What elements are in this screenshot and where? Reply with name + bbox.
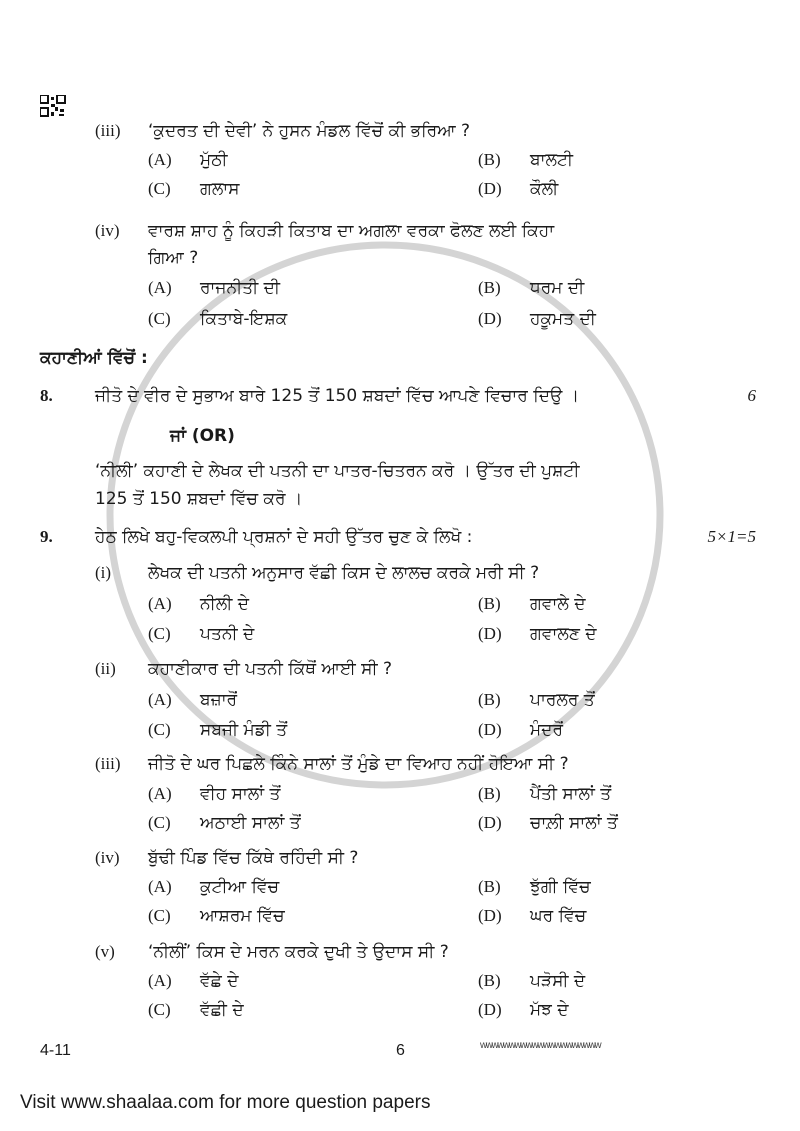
option-label: (B) xyxy=(478,784,501,803)
option-text: ਮੁੱਠੀ xyxy=(200,150,228,170)
text-row xyxy=(0,487,800,525)
text-row xyxy=(0,148,800,177)
text-row xyxy=(0,811,800,846)
option-label: (C) xyxy=(148,624,171,643)
text-row xyxy=(0,119,800,148)
option-text: ਪਾਰਲਰ ਤੋਂ xyxy=(530,690,595,710)
option-text: ਹਕੂਮਤ ਦੀ xyxy=(530,309,596,329)
option-text: ਨੀਲੀ ਦੇ xyxy=(200,594,250,614)
text-row xyxy=(0,307,800,346)
option-label: (A) xyxy=(148,150,172,169)
text-row xyxy=(0,657,800,688)
option xyxy=(148,718,478,742)
option-text: ਧਰਮ ਦੀ xyxy=(530,278,585,298)
option-label: (A) xyxy=(148,594,172,613)
option-label: (A) xyxy=(148,877,172,896)
option-label: (C) xyxy=(148,906,171,925)
option-text: ਮੱਝ ਦੇ xyxy=(530,1000,569,1020)
option-text: ਆਸ਼ਰਮ ਵਿੱਚ xyxy=(200,906,285,926)
option-text: ਬਜ਼ਾਰੋਂ xyxy=(200,690,238,710)
option xyxy=(478,688,800,712)
option-text: ਗਵਾਲਣ ਦੇ xyxy=(530,624,597,644)
question-text: ‘ਨੀਲੀਂ’ ਕਿਸ ਦੇ ਮਰਨ ਕਰਕੇ ਦੁਖੀ ਤੇ ਉਦਾਸ ਸੀ ? xyxy=(148,942,449,962)
question-text: ਕਹਾਣੀਆਂ ਵਿੱਚੋਂ : xyxy=(40,348,148,368)
option-label: (A) xyxy=(148,784,172,803)
text-row xyxy=(0,622,800,657)
option xyxy=(478,782,800,806)
option-label: (B) xyxy=(478,150,501,169)
option-text: ਵੀਹ ਸਾਲਾਂ ਤੋਂ xyxy=(200,784,281,804)
option-label: (D) xyxy=(478,813,502,832)
option xyxy=(148,875,478,899)
question-text: ਲੇਖਕ ਦੀ ਪਤਨੀ ਅਨੁਸਾਰ ਵੱਛੀ ਕਿਸ ਦੇ ਲਾਲਚ ਕਰਕੇ ਮਰੀ ਸੀ ? xyxy=(148,563,540,583)
question-text: ਬੁੱਢੀ ਪਿੰਡ ਵਿੱਚ ਕਿੱਥੇ ਰਹਿੰਦੀ ਸੀ ? xyxy=(148,848,359,868)
option xyxy=(148,904,478,928)
paper-code: 4-11 xyxy=(40,1042,71,1059)
option-text: ਪੜੋਸੀ ਦੇ xyxy=(530,971,586,991)
question-text: ਜੀਤੋ ਦੇ ਵੀਰ ਦੇ ਸੁਭਾਅ ਬਾਰੇ 125 ਤੋਂ 150 ਸ਼ਬਦਾਂ ਵਿੱਚ ਆਪਣੇ ਵਿਚਾਰ ਦਿਉ । xyxy=(95,386,580,406)
question-number: (iv) xyxy=(95,848,120,867)
question-number: (iii) xyxy=(95,121,121,140)
text-row xyxy=(0,998,800,1022)
option-label: (C) xyxy=(148,309,171,328)
text-row xyxy=(0,782,800,811)
option xyxy=(478,307,800,331)
text-row xyxy=(0,459,800,487)
option-text: ਕੌਲੀ xyxy=(530,179,559,199)
option xyxy=(148,307,478,331)
option-label: (D) xyxy=(478,179,502,198)
option xyxy=(478,177,800,201)
option-text: ਘਰ ਵਿੱਚ xyxy=(530,906,587,926)
option-text: ਰਾਜਨੀਤੀ ਦੀ xyxy=(200,278,281,298)
option-text: ਕੁਟੀਆ ਵਿੱਚ xyxy=(200,877,280,897)
option-text: ਗਵਾਲੇ ਦੇ xyxy=(530,594,586,614)
question-text: ਕਹਾਣੀਕਾਰ ਦੀ ਪਤਨੀ ਕਿੱਥੋਂ ਆਈ ਸੀ ? xyxy=(148,659,393,679)
question-number: 8. xyxy=(40,386,53,405)
option-text: ਮੰਦਰੋਂ xyxy=(530,720,563,740)
question-text: ‘ਨੀਲੀ’ ਕਹਾਣੀ ਦੇ ਲੇਖਕ ਦੀ ਪਤਨੀ ਦਾ ਪਾਤਰ-ਚਿਤਰਨ ਕਰੋ । ਉੱਤਰ ਦੀ ਪੁਸ਼ਟੀ xyxy=(95,461,580,481)
option xyxy=(478,622,800,646)
option xyxy=(148,969,478,993)
text-row xyxy=(0,177,800,219)
option-text: ਪਤਨੀ ਦੇ xyxy=(200,624,255,644)
option xyxy=(478,998,800,1022)
option xyxy=(148,592,478,616)
option-text: ਅਠਾਈ ਸਾਲਾਂ ਤੋਂ xyxy=(200,813,301,833)
text-row xyxy=(0,718,800,752)
option-text: ਕਿਤਾਬੇ-ਇਸ਼ਕ xyxy=(200,309,288,329)
text-row xyxy=(0,592,800,622)
option-label: (D) xyxy=(478,1000,502,1019)
option xyxy=(478,904,800,928)
option xyxy=(478,875,800,899)
text-row xyxy=(0,525,800,561)
option-text: ਪੈਂਤੀ ਸਾਲਾਂ ਤੋਂ xyxy=(530,784,612,804)
question-text: ਜਾਂ (OR) xyxy=(170,426,235,446)
question-paper-page xyxy=(0,119,800,1022)
option-label: (B) xyxy=(478,971,501,990)
option xyxy=(148,998,478,1022)
text-row xyxy=(0,969,800,998)
option xyxy=(478,718,800,742)
visit-link[interactable]: Visit www.shaalaa.com for more question papers xyxy=(20,1092,431,1113)
squiggle-line: wwwwwwwwwwwwwwwwwwwww xyxy=(480,1040,601,1051)
question-text: ਵਾਰਸ਼ ਸ਼ਾਹ ਨੂੰ ਕਿਹੜੀ ਕਿਤਾਬ ਦਾ ਅਗਲਾ ਵਰਕਾ ਫੋਲਣ ਲਈ ਕਿਹਾ xyxy=(148,221,555,241)
question-number: (i) xyxy=(95,563,112,582)
text-row xyxy=(0,904,800,940)
option-label: (D) xyxy=(478,720,502,739)
option xyxy=(148,276,478,300)
text-row xyxy=(0,561,800,592)
text-row xyxy=(0,276,800,307)
question-number: (iii) xyxy=(95,754,121,773)
qr-code-icon xyxy=(40,95,66,117)
text-row xyxy=(0,752,800,782)
option-label: (B) xyxy=(478,690,501,709)
option xyxy=(478,592,800,616)
option-label: (A) xyxy=(148,278,172,297)
question-text: ਜੀਤੋ ਦੇ ਘਰ ਪਿਛਲੇ ਕਿੰਨੇ ਸਾਲਾਂ ਤੋਂ ਮੁੰਡੇ ਦਾ ਵਿਆਹ ਨਹੀਂ ਹੋਇਆ ਸੀ ? xyxy=(148,754,569,774)
question-text: 125 ਤੋਂ 150 ਸ਼ਬਦਾਂ ਵਿੱਚ ਕਰੋ । xyxy=(95,489,303,509)
option xyxy=(478,148,800,172)
option xyxy=(148,148,478,172)
marks: 6 xyxy=(747,386,756,405)
option-text: ਬਾਲਟੀ xyxy=(530,150,573,170)
option xyxy=(478,811,800,835)
question-text: ਗਿਆ ? xyxy=(148,248,199,268)
option-label: (A) xyxy=(148,690,172,709)
question-number: 9. xyxy=(40,527,53,546)
text-row xyxy=(0,846,800,875)
option-label: (C) xyxy=(148,179,171,198)
text-row xyxy=(0,424,800,459)
option-label: (B) xyxy=(478,594,501,613)
text-row xyxy=(0,875,800,904)
option-label: (D) xyxy=(478,906,502,925)
text-row xyxy=(0,384,800,424)
option xyxy=(478,969,800,993)
option-text: ਵੱਛੀ ਦੇ xyxy=(200,1000,244,1020)
option xyxy=(148,811,478,835)
option-label: (B) xyxy=(478,877,501,896)
option-text: ਗਲਾਸ xyxy=(200,179,240,199)
text-row xyxy=(0,219,800,246)
question-text: ‘ਕੁਦਰਤ ਦੀ ਦੇਵੀ’ ਨੇ ਹੁਸਨ ਮੰਡਲ ਵਿੱਚੋਂ ਕੀ ਭਰਿਆ ? xyxy=(148,121,471,141)
question-number: (iv) xyxy=(95,221,120,240)
page-number: 6 xyxy=(396,1042,405,1059)
option-label: (A) xyxy=(148,971,172,990)
option-label: (C) xyxy=(148,813,171,832)
option-text: ਝੁੱਗੀ ਵਿੱਚ xyxy=(530,877,591,897)
option-label: (D) xyxy=(478,309,502,328)
option xyxy=(148,622,478,646)
option-text: ਵੱਛੇ ਦੇ xyxy=(200,971,239,991)
marks: 5×1=5 xyxy=(707,527,756,546)
text-row xyxy=(0,246,800,276)
option xyxy=(148,177,478,201)
option-label: (B) xyxy=(478,278,501,297)
option-text: ਚਾਲ਼ੀ ਸਾਲਾਂ ਤੋਂ xyxy=(530,813,618,833)
option xyxy=(478,276,800,300)
question-text: ਹੇਠ ਲਿਖੇ ਬਹੁ-ਵਿਕਲਪੀ ਪ੍ਰਸ਼ਨਾਂ ਦੇ ਸਹੀ ਉੱਤਰ ਚੁਣ ਕੇ ਲਿਖੋ : xyxy=(95,527,473,547)
text-row xyxy=(0,940,800,969)
text-row xyxy=(0,688,800,718)
option-label: (C) xyxy=(148,720,171,739)
option xyxy=(148,688,478,712)
option xyxy=(148,782,478,806)
option-label: (C) xyxy=(148,1000,171,1019)
option-label: (D) xyxy=(478,624,502,643)
question-number: (v) xyxy=(95,942,115,961)
option-text: ਸਬਜੀ ਮੰਡੀ ਤੋਂ xyxy=(200,720,288,740)
question-number: (ii) xyxy=(95,659,116,678)
text-row xyxy=(0,346,800,384)
